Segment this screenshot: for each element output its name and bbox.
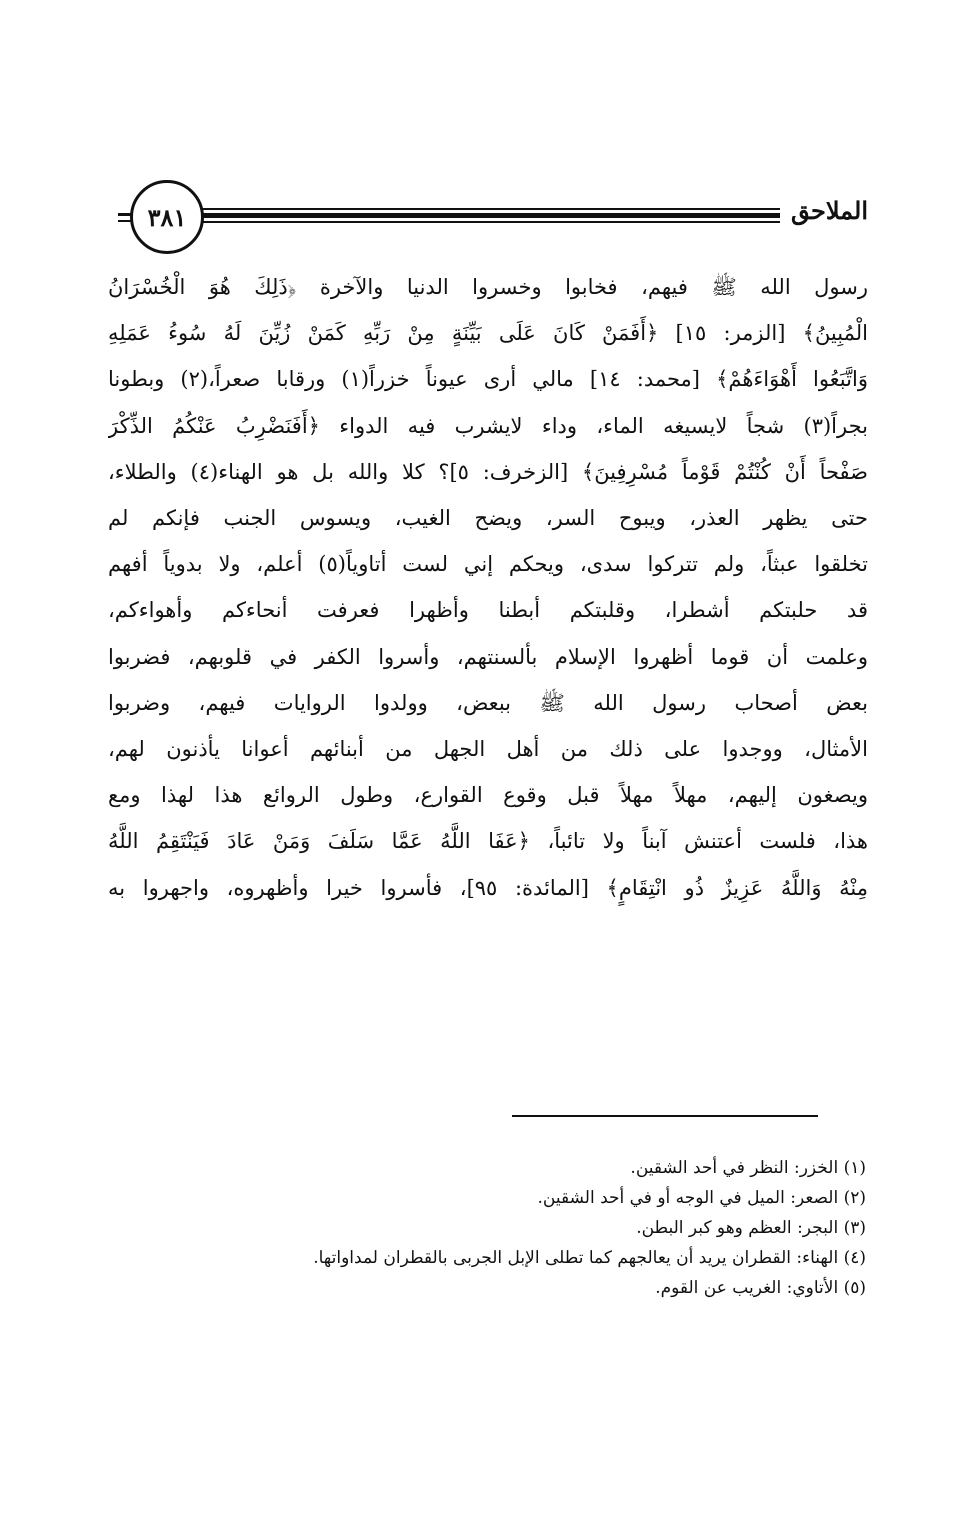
footnote: (١) الخزر: النظر في أحد الشقين. [630,1158,866,1178]
main-text [108,264,868,911]
text-line: بعض أصحاب رسول الله ﷺ ببعض، وولدوا الروايات فيهم، وضربوا [108,690,868,715]
footnote: (٣) البجر: العظم وهو كبر البطن. [636,1218,866,1238]
header-rule [202,208,780,226]
text-line: وَاتَّبَعُوا أَهْوَاءَهُمْ﴾ [محمد: ١٤] مالي أرى عيوناً خزراً(١) ورقابا صعراً،(٢) وبطونا [108,367,868,392]
page-header [118,180,868,250]
text-line: بجراً(٣) شجاً لايسيغه الماء، وداء لايشرب فيه الدواء ﴿أَفَنَضْرِبُ عَنْكُمُ الذِّكْرَ [108,413,868,438]
text-line: الْمُبِينُ﴾ [الزمر: ١٥] ﴿أَفَمَنْ كَانَ عَلَى بَيِّنَةٍ مِنْ رَبِّهِ كَمَنْ زُيِّنَ لَهُ سُوءُ عَمَلِهِ [108,321,868,346]
text-line: مِنْهُ وَاللَّهُ عَزِيزٌ ذُو انْتِقَامٍ﴾ [المائدة: ٩٥]، فأسروا خيرا وأظهروه، واجهروا به [108,875,868,900]
text-line: هذا، فلست أعتنش آبناً ولا تائباً، ﴿عَفَا اللَّهُ عَمَّا سَلَفَ وَمَنْ عَادَ فَيَنْتَقِمُ اللَّهُ [108,829,868,854]
footnote: (٢) الصعر: الميل في الوجه أو في أحد الشقين. [537,1188,866,1208]
text-line: تخلقوا عبثاً، ولم تتركوا سدى، ويحكم إني لست أتاوياً(٥) أعلم، ولا بدوياً أفهم [108,552,868,577]
text-line: ويصغون إليهم، مهلاً مهلاً قبل وقوع القوارع، وطول الروائع هذا لهذا ومع [108,783,868,808]
text-line: رسول الله ﷺ فيهم، فخابوا وخسروا الدنيا والآخرة ﴿ذَلِكَ هُوَ الْخُسْرَانُ [108,275,868,299]
page-number: ٣٨١ [130,180,204,254]
text-line: وعلمت أن قوما أظهروا الإسلام بألسنتهم، وأسروا الكفر في قلوبهم، فضربوا [108,644,868,669]
running-title: الملاحق [790,196,868,225]
text-line: قد حلبتكم أشطرا، وقلبتكم أبطنا وأظهرا فعرفت أنحاءكم وأهواءكم، [108,598,868,623]
text-line: الأمثال، ووجدوا على ذلك من أهل الجهل من أبنائهم أعوانا يأذنون لهم، [108,737,868,762]
text-line: صَفْحاً أَنْ كُنْتُمْ قَوْماً مُسْرِفِينَ﴾ [الزخرف: ٥]؟ كلا والله بل هو الهناء(٤) والطلاء، [108,459,868,484]
footnote: (٤) الهناء: القطران يريد أن يعالجهم كما تطلى الإبل الجربى بالقطران لمداواتها. [313,1248,866,1268]
footnote: (٥) الأتاوي: الغريب عن القوم. [655,1278,866,1298]
text-line: حتى يظهر العذر، ويبوح السر، ويضح الغيب، ويسوس الجنب فإنكم لم [108,506,868,531]
footnotes [108,1153,866,1303]
footnote-separator [512,1115,818,1117]
